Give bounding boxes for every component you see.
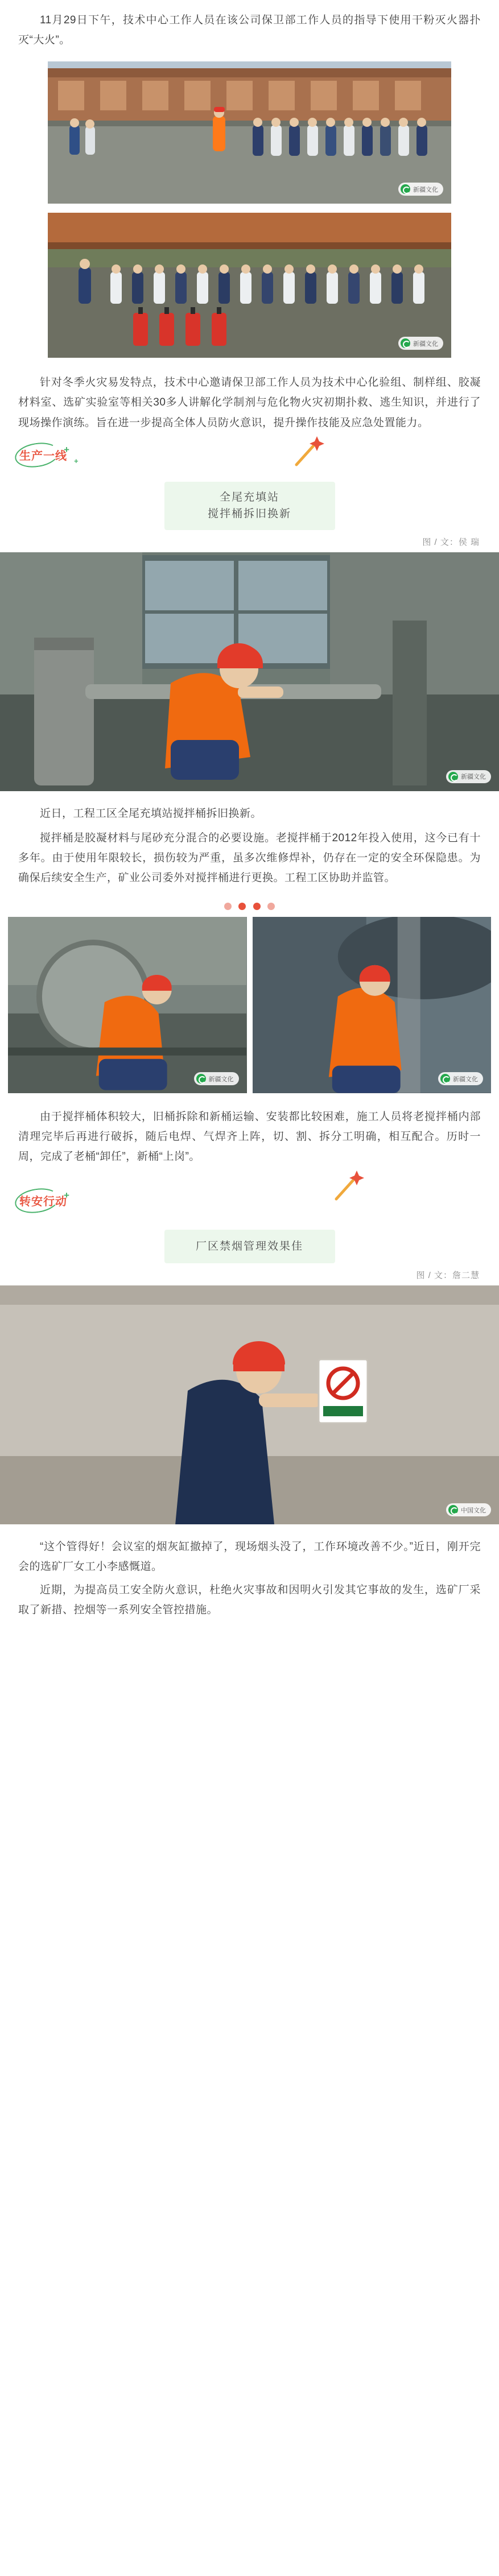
photo-worker-cutting (8, 917, 247, 1093)
plus-icon-c: + (64, 1189, 69, 1201)
watermark-logo-icon (448, 772, 458, 782)
mixing-paragraph-3: 由于搅拌桶体积较大，旧桶拆除和新桶运输、安装都比较困难，施工人员将老搅拌桶内部清理完毕后再进行破拆，随后电焊、气焊齐上阵，切、割、拆分工明确，相互配合。历时一周，完成了老桶“卸任”，新桶“上岗”。 (18, 1111, 481, 1163)
photo-2-watermark-text: 新疆文化 (413, 340, 438, 348)
fire-drill-paragraph: 针对冬季火灾易发特点，技术中心邀请保卫部工作人员为技术中心化验组、制样组、胶凝材料室、选矿实验室等相关30多人讲解化学制剂与危化物火灾初期扑救、逃生知识，并进行了现场操作演练。旨在进一步提高全体人员防火意识，提升操作技能及应急处置能力。 (18, 377, 481, 429)
photo-4-watermark-text: 新疆文化 (208, 1076, 234, 1083)
section-1-deco-label: 生产一线 (19, 449, 67, 462)
photo-3-watermark (446, 770, 491, 783)
section-2-byline: 图 / 文：詹二慧 (416, 1271, 480, 1280)
photo-2-illustration (48, 213, 451, 358)
section-1-title-line2: 搅拌桶拆旧换新 (207, 508, 291, 520)
smoke-paragraph-2: 近期，为提高员工安全防火意识，杜绝火灾事故和因明火引发其它事故的发生，选矿厂采取了新措、控烟等一系列安全管控措施。 (18, 1584, 481, 1616)
photo-4-watermark (194, 1072, 239, 1085)
section-2-title-line1: 厂区禁烟管理效果佳 (195, 1240, 303, 1252)
photo-4-illustration (8, 917, 246, 1093)
photo-pair-demolition (0, 917, 499, 1093)
dot-icon-3 (253, 903, 261, 910)
photo-3-watermark-text: 新疆文化 (461, 774, 486, 781)
photo-2-watermark (398, 337, 443, 350)
photo-6-watermark (446, 1503, 491, 1516)
photo-extinguisher-practice (48, 213, 451, 358)
section-2-deco (0, 1173, 499, 1227)
photo-5-illustration (253, 917, 491, 1093)
photo-1-illustration (48, 61, 451, 204)
photo-1-watermark-text: 新疆文化 (413, 186, 438, 193)
dot-icon-2 (238, 903, 246, 910)
plus-icon-a: + (64, 444, 69, 455)
photo-5-watermark-text: 新疆文化 (453, 1076, 478, 1083)
photo-no-smoking-sign (0, 1285, 499, 1524)
section-2-title-card (164, 1230, 335, 1263)
photo-1-watermark (398, 183, 443, 196)
intro-block (0, 0, 499, 56)
photo-6-watermark-text: 中国文化 (461, 1507, 486, 1514)
watermark-logo-icon (401, 184, 410, 194)
dot-icon-4 (267, 903, 275, 910)
photo-5-watermark (438, 1072, 483, 1085)
mixing-block-1 (0, 791, 499, 894)
dot-icon-1 (224, 903, 232, 910)
wand-icon-1 (291, 433, 328, 470)
photo-worker-on-ladder (253, 917, 492, 1093)
watermark-logo-icon (196, 1074, 206, 1084)
mixing-paragraph-2: 搅拌桶是胶凝材料与尾砂充分混合的必要设施。老搅拌桶于2012年投入使用，这今已有十多年。由于使用年限较长，损伤较为严重，虽多次维修焊补，仍存在一定的安全环保隐患。为确保后续安全生产，矿业公司委外对搅拌桶进行更换。工程工区协助并监管。 (18, 832, 481, 884)
dot-divider (0, 894, 499, 917)
photo-6-illustration (0, 1285, 499, 1524)
section-1-deco (0, 437, 499, 479)
smoke-paragraph-1: “这个管得好！会议室的烟灰缸撤掉了，现场烟头没了，工作环境改善不少。”近日，刚开完会的选矿厂女工小李感慨道。 (18, 1541, 481, 1573)
intro-paragraph: 11月29日下午，技术中心工作人员在该公司保卫部工作人员的指导下使用干粉灭火器扑灭“大火”。 (18, 14, 481, 47)
footer-spacer (0, 1626, 499, 1639)
watermark-logo-icon (440, 1074, 450, 1084)
wand-icon-1-svg (291, 433, 328, 470)
watermark-logo-icon (401, 338, 410, 348)
fire-drill-block (0, 358, 499, 437)
photo-mixing-tank-worker (0, 552, 499, 791)
photo-3-illustration (0, 552, 499, 791)
wand-icon-2 (331, 1167, 368, 1205)
section-1-byline: 图 / 文：侯 瑞 (422, 537, 480, 547)
plus-icon-b: + (74, 456, 79, 465)
section-1-title-line1: 全尾充填站 (219, 491, 279, 503)
photo-fire-drill-lineup (48, 61, 451, 204)
smoke-block (0, 1524, 499, 1626)
wand-icon-2-svg (331, 1167, 368, 1205)
watermark-logo-icon (448, 1505, 458, 1515)
section-2-deco-label: 转安行动 (19, 1195, 67, 1208)
mixing-block-3 (0, 1093, 499, 1172)
mixing-paragraph-1: 近日，工程工区全尾充填站搅拌桶拆旧换新。 (40, 807, 262, 820)
section-1-title-card (164, 482, 335, 530)
